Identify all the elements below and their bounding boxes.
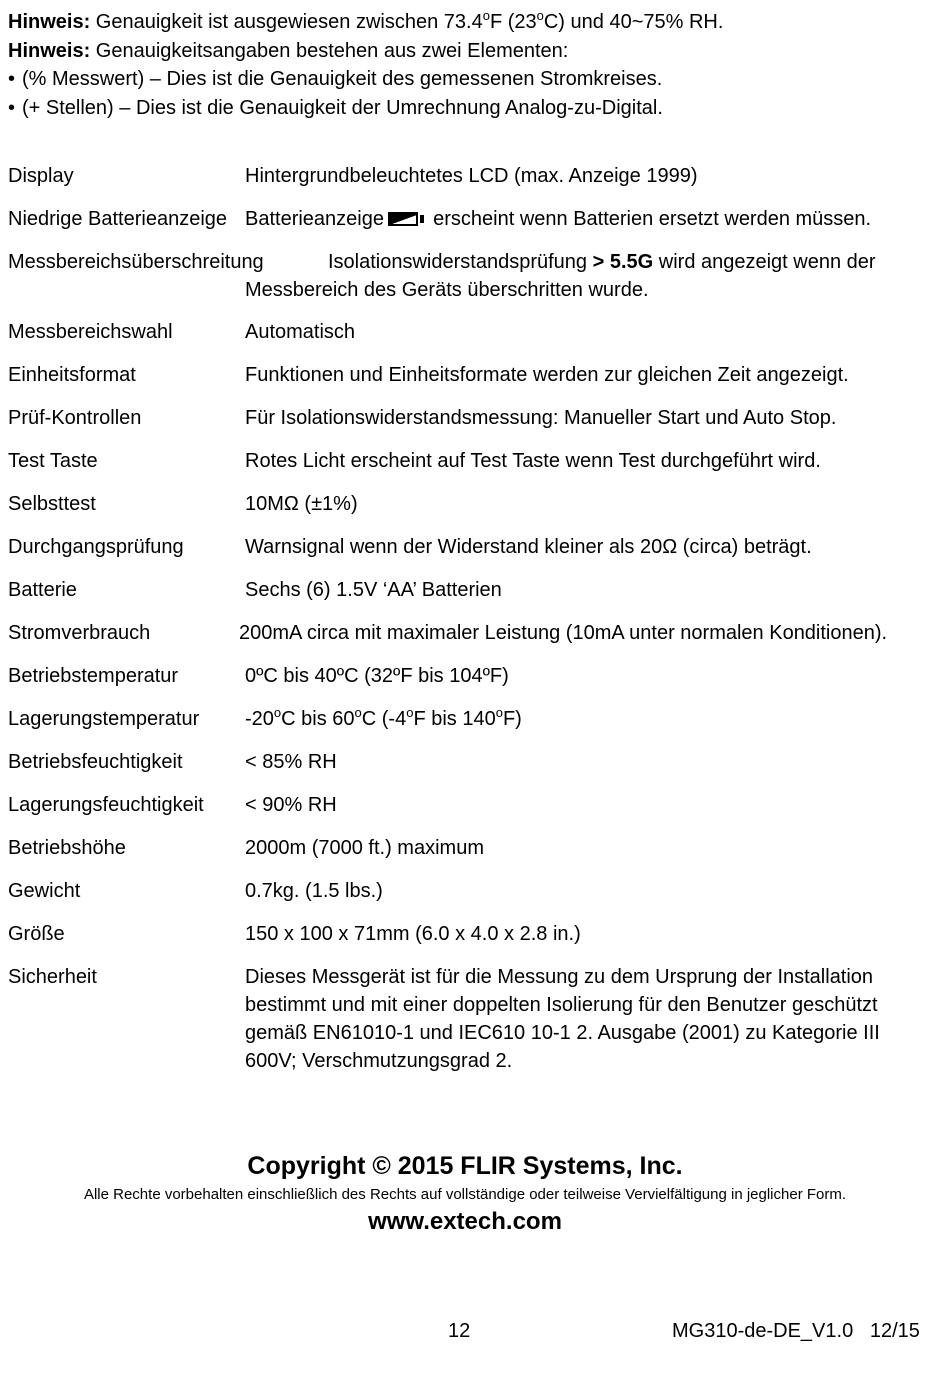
spec-label: Lagerungsfeuchtigkeit xyxy=(8,794,204,816)
battery-low-icon xyxy=(388,212,416,226)
spec-row-safety xyxy=(8,963,940,1075)
website-link[interactable]: www.extech.com xyxy=(368,1208,562,1235)
note-label: Hinweis: xyxy=(8,11,91,33)
spec-value: Für Isolationswiderstandsmessung: Manueller Start und Auto Stop. xyxy=(245,407,837,429)
spec-value: 0.7kg. (1.5 lbs.) xyxy=(245,880,383,902)
spec-value: Funktionen und Einheitsformate werden zur gleichen Zeit angezeigt. xyxy=(245,364,849,386)
spec-label: Gewicht xyxy=(8,880,81,902)
spec-value: Rotes Licht erscheint auf Test Taste wenn Test durchgeführt wird. xyxy=(245,450,821,472)
rights-notice: Alle Rechte vorbehalten einschließlich des Rechts auf vollständige oder teilweise Vervielfältigung in jeglicher Form. xyxy=(83,1186,847,1203)
spec-label: Betriebshöhe xyxy=(8,837,126,859)
bullet-icon: • xyxy=(8,68,16,90)
spec-value: 150 x 100 x 71mm (6.0 x 4.0 x 2.8 in.) xyxy=(245,923,581,945)
spec-label: Selbsttest xyxy=(8,493,96,515)
spec-label: Stromverbrauch xyxy=(8,622,151,644)
spec-label: Sicherheit xyxy=(8,966,97,988)
spec-value: 200mA circa mit maximaler Leistung (10mA unter normalen Konditionen). xyxy=(239,622,888,644)
page-number: 12 xyxy=(448,1320,471,1342)
spec-value: -20$^o$C bis 60$^o$C (-4$^o$F bis 140$^o$F) xyxy=(245,705,522,730)
spec-label: Durchgangsprüfung xyxy=(8,536,184,558)
spec-value: Dieses Messgerät ist für die Messung zu dem Ursprung der Installation bestimmt und mit einer doppelten Isolierung für den Benutzer geschützt gemäß EN61010-1 und IEC610 10-1 2. Ausgabe (2001) zu Kategorie III 600V; Verschmutzungsgrad 2. xyxy=(245,966,880,1072)
spec-label: Messbereichsüberschreitung xyxy=(8,251,264,273)
spec-label: Messbereichswahl xyxy=(8,321,173,343)
accuracy-notes xyxy=(8,8,723,122)
note-bullet: • (+ Stellen) – Dies ist die Genauigkeit der Umrechnung Analog-zu-Digital. xyxy=(8,94,723,123)
copyright: Copyright © 2015 FLIR Systems, Inc. xyxy=(247,1152,683,1180)
spec-value: Automatisch xyxy=(245,321,356,343)
document-id: MG310-de-DE_V1.0 12/15 xyxy=(672,1320,920,1342)
note-line-1: Hinweis: Genauigkeit ist ausgewiesen zwischen 73.4$^o$F (23$^o$C) und 40~75% RH. xyxy=(8,8,724,33)
spec-label: Betriebstemperatur xyxy=(8,665,179,687)
note-bullet: • (% Messwert) – Dies ist die Genauigkeit des gemessenen Stromkreises. xyxy=(8,65,723,94)
spec-label: Lagerungstemperatur xyxy=(8,708,200,730)
spec-value: 0ºC bis 40ºC (32ºF bis 104ºF) xyxy=(245,665,509,687)
spec-value-continued: Messbereich des Geräts überschritten wurde. xyxy=(245,279,649,301)
spec-label: Einheitsformat xyxy=(8,364,136,386)
spec-label: Display xyxy=(8,165,74,187)
bullet-icon: • xyxy=(8,96,16,119)
spec-label: Prüf-Kontrollen xyxy=(8,407,142,429)
spec-value: Batterieanzeige erscheint wenn Batterien ersetzt werden müssen. xyxy=(245,208,872,230)
spec-label: Betriebsfeuchtigkeit xyxy=(8,751,183,773)
spec-row-overrange xyxy=(8,248,940,304)
spec-label: Niedrige Batterieanzeige xyxy=(8,208,228,230)
spec-value: < 85% RH xyxy=(245,751,337,773)
spec-value: Hintergrundbeleuchtetes LCD (max. Anzeige 1999) xyxy=(245,165,698,187)
spec-value: Sechs (6) 1.5V ‘AA’ Batterien xyxy=(245,579,502,601)
spec-label: Test Taste xyxy=(8,450,98,472)
spec-value: Warnsignal wenn der Widerstand kleiner als 20Ω (circa) beträgt. xyxy=(245,536,812,558)
note-line-2: Hinweis: Genauigkeitsangaben bestehen aus zwei Elementen: xyxy=(8,39,569,62)
spec-value: Isolationswiderstandsprüfung > 5.5G wird angezeigt wenn der xyxy=(328,251,876,273)
spec-value: 2000m (7000 ft.) maximum xyxy=(245,837,484,859)
spec-label: Batterie xyxy=(8,579,77,601)
spec-label: Größe xyxy=(8,923,65,945)
note-label: Hinweis: xyxy=(8,39,91,62)
spec-value: 10MΩ (±1%) xyxy=(245,493,358,515)
spec-value: < 90% RH xyxy=(245,794,337,816)
